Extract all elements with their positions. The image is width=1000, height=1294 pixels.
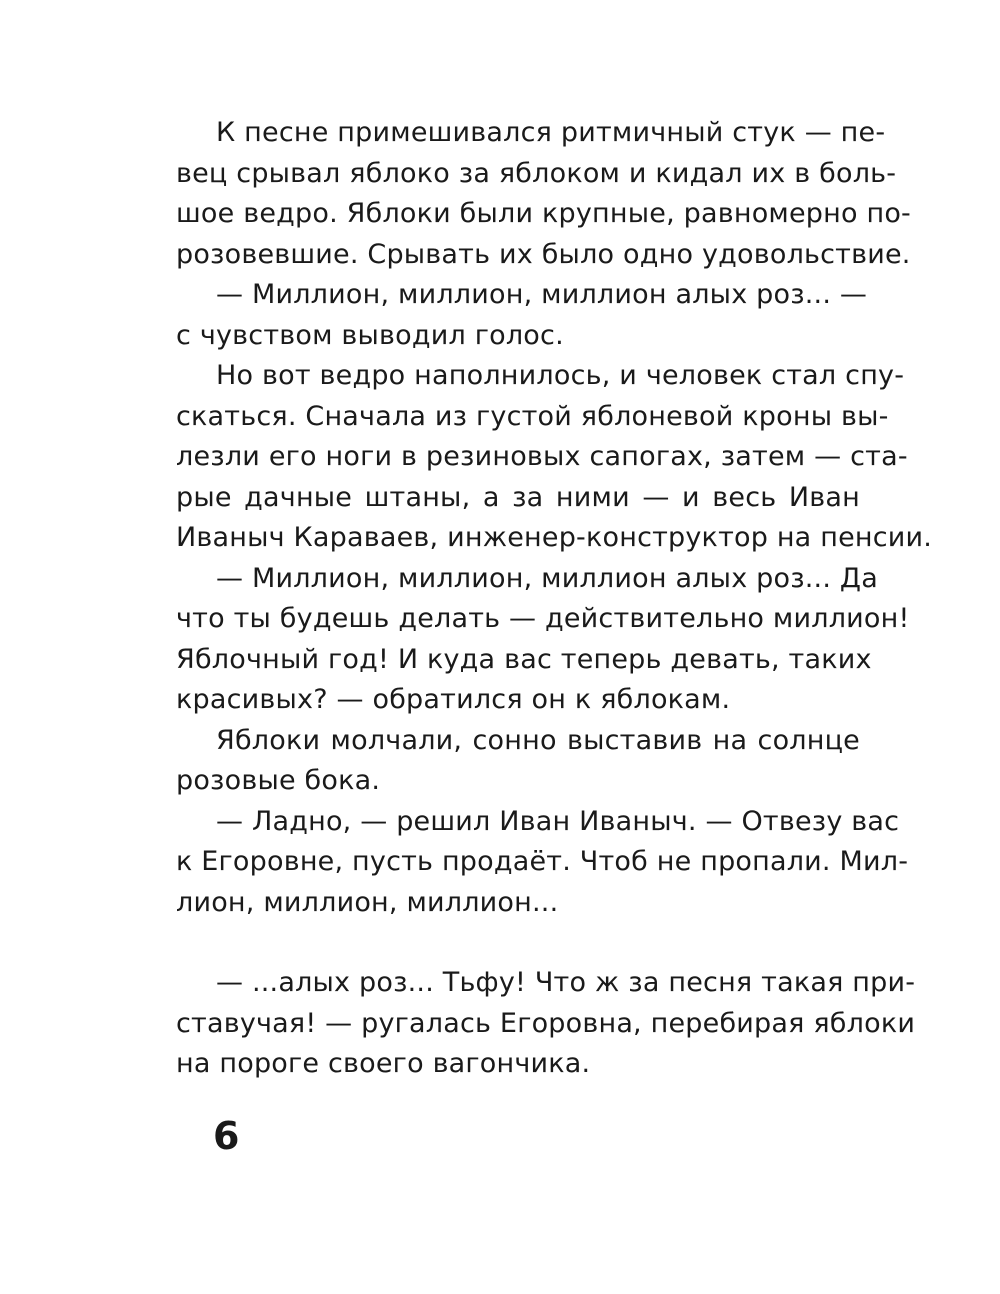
text-line: лион, миллион, миллион...	[176, 886, 559, 918]
page-number: 6	[213, 1114, 240, 1158]
text-line: с чувством выводил голос.	[176, 319, 564, 351]
text-line: лезли его ноги в резиновых сапогах, затем — ста-	[176, 441, 908, 472]
text-line: шое ведро. Яблоки были крупные, равномерно по-	[176, 198, 911, 229]
text-line: Иваныч Караваев, инженер-конструктор на пенсии.	[176, 522, 933, 553]
text-line: к Егоровне, пусть продаёт. Чтоб не пропали. Мил-	[176, 846, 909, 877]
text-line: розовые бока.	[176, 765, 381, 796]
text-line: что ты будешь делать — действительно миллион!	[176, 603, 910, 634]
text-line: К песне примешивался ритмичный стук — пе-	[216, 117, 886, 148]
text-line: ставучая! — ругалась Егоровна, перебирая яблоки	[176, 1007, 916, 1039]
text-line: Но вот ведро наполнилось, и человек стал спу-	[216, 360, 905, 391]
text-line: — Ладно, — решил Иван Иваныч. — Отвезу вас	[216, 805, 900, 837]
text-line: скаться. Сначала из густой яблоневой кроны вы-	[176, 400, 889, 432]
text-line: рые дачные штаны, а за ними — и весь Иван	[176, 481, 860, 513]
text-line: — ...алых роз... Тьфу! Что ж за песня такая при-	[216, 967, 916, 998]
text-line: вец срывал яблоко за яблоком и кидал их в боль-	[176, 157, 897, 189]
text-line: Яблочный год! И куда вас теперь девать, таких	[176, 643, 872, 675]
text-line: красивых? — обратился он к яблокам.	[176, 684, 731, 715]
text-line: — Миллион, миллион, миллион алых роз... —	[216, 279, 868, 310]
second-section-text-block	[176, 963, 916, 1085]
text-line: розовевшие. Срывать их было одно удовольствие.	[176, 238, 911, 270]
text-line: Яблоки молчали, сонно выставив на солнце	[216, 724, 860, 756]
main-text-block	[176, 113, 933, 923]
text-line: — Миллион, миллион, миллион алых роз... Да	[216, 562, 878, 594]
text-line: на пороге своего вагончика.	[176, 1048, 591, 1079]
